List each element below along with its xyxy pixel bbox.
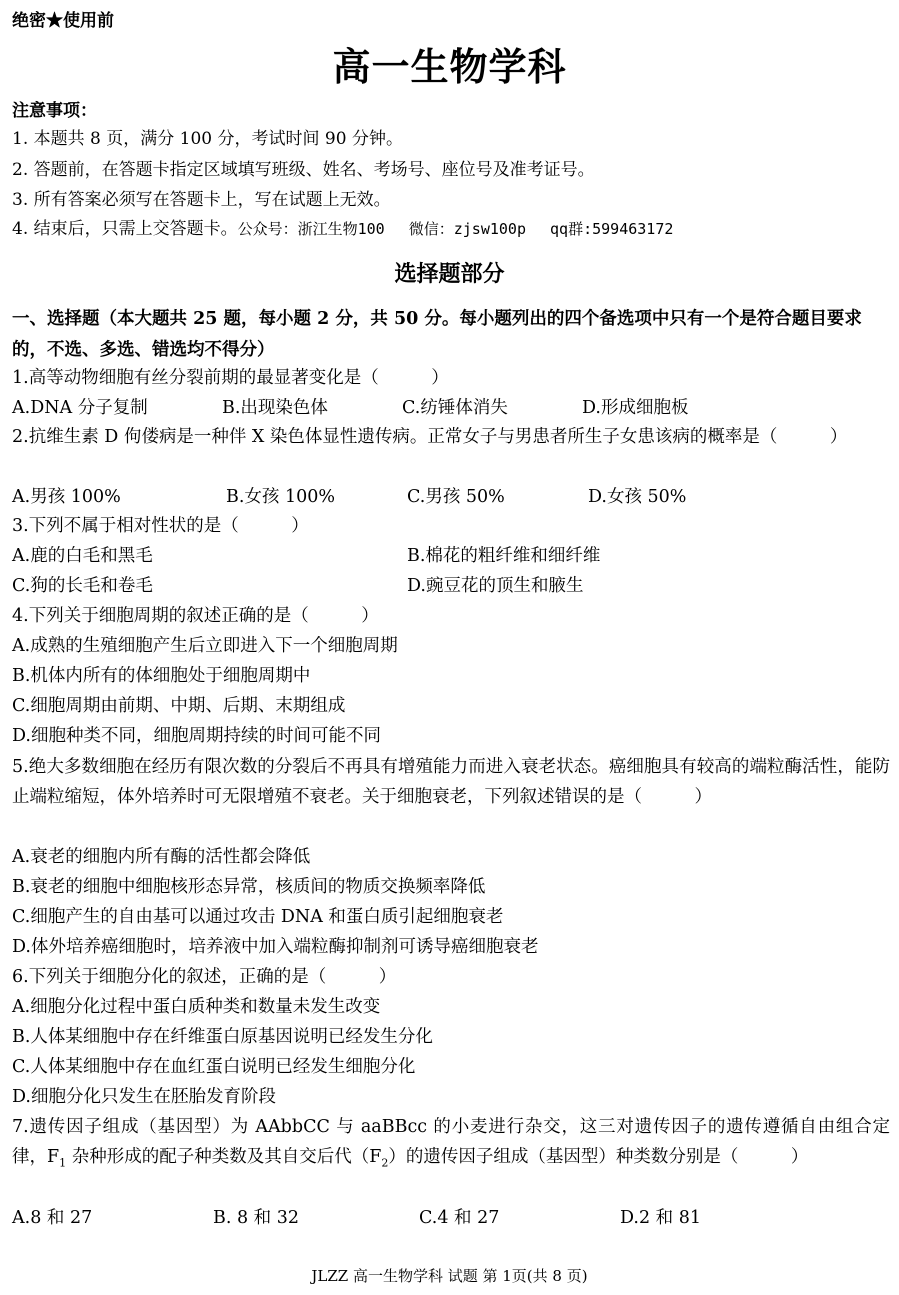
question-stem: 2.抗维生素 D 佝偻病是一种伴 X 染色体显性遗传病。正常女子与男患者所生子女患该病的概率是（ ） bbox=[12, 427, 848, 447]
question-stem: 5.绝大多数细胞在经历有限次数的分裂后不再具有增殖能力而进入衰老状态。癌细胞具有较高的端粒酶活性，能防止端粒缩短，体外培养时可无限增殖不衰老。关于细胞衰老，下列叙述错误的是（ ） bbox=[12, 757, 890, 807]
option: A.8 和 27 bbox=[12, 1208, 93, 1228]
option: C.细胞产生的自由基可以通过攻击 DNA 和蛋白质引起细胞衰老 bbox=[12, 907, 504, 927]
notes-title: 注意事项： bbox=[12, 101, 97, 121]
option: A.细胞分化过程中蛋白质种类和数量未发生改变 bbox=[12, 997, 381, 1017]
note-item: 2. 答题前，在答题卡指定区域填写班级、姓名、考场号、座位号及准考证号。 bbox=[12, 160, 595, 180]
option: B.人体某细胞中存在纤维蛋白原基因说明已经发生分化 bbox=[12, 1027, 433, 1047]
option: B.出现染色体 bbox=[222, 398, 328, 418]
page-footer: JLZZ 高一生物学科 试题 第 1页(共 8 页) bbox=[311, 1267, 588, 1285]
option: D.形成细胞板 bbox=[582, 398, 689, 418]
option: C.纺锤体消失 bbox=[402, 398, 508, 418]
question-stem: 1.高等动物细胞有丝分裂前期的最显著变化是（ ） bbox=[12, 368, 449, 388]
section-title: 选择题部分 bbox=[394, 261, 505, 287]
option: C.细胞周期由前期、中期、后期、末期组成 bbox=[12, 696, 346, 716]
option: D.豌豆花的顶生和腋生 bbox=[407, 576, 584, 596]
option: D.细胞种类不同，细胞周期持续的时间可能不同 bbox=[12, 726, 381, 746]
option: D.细胞分化只发生在胚胎发育阶段 bbox=[12, 1087, 276, 1107]
part-heading: 一、选择题（本大题共 25 题，每小题 2 分，共 50 分。每小题列出的四个备选项中只有一个是符合题目要求的，不选、多选、错选均不得分） bbox=[12, 309, 862, 360]
option: B. 8 和 32 bbox=[213, 1208, 300, 1228]
page-title: 高一生物学科 bbox=[332, 44, 567, 89]
option: A.成熟的生殖细胞产生后立即进入下一个细胞周期 bbox=[12, 636, 398, 656]
option: A.鹿的白毛和黑毛 bbox=[12, 546, 153, 566]
option: D.体外培养癌细胞时，培养液中加入端粒酶抑制剂可诱导癌细胞衰老 bbox=[12, 937, 539, 957]
option: A.DNA 分子复制 bbox=[12, 398, 148, 418]
question-stem: 7.遗传因子组成（基因型）为 AAbbCC 与 aaBBcc 的小麦进行杂交，这三对遗传因子的遗传遵循自由组合定律，$F_1$ 杂种形成的配子种类数及其自交后代$(F_2)$的遗传因子组成（基因型）种类数分别是（ ） bbox=[12, 1117, 890, 1170]
option: C.人体某细胞中存在血红蛋白说明已经发生细胞分化 bbox=[12, 1057, 416, 1077]
note-item bbox=[12, 214, 673, 239]
option: C.狗的长毛和卷毛 bbox=[12, 576, 153, 596]
question-stem: 4.下列关于细胞周期的叙述正确的是（ ） bbox=[12, 606, 379, 626]
option: B.衰老的细胞中细胞核形态异常，核质间的物质交换频率降低 bbox=[12, 877, 486, 897]
note-item-text: 4. 结束后，只需上交答题卡。 bbox=[12, 219, 238, 239]
option: B.女孩 100% bbox=[226, 487, 336, 507]
note-item: 3. 所有答案必须写在答题卡上，写在试题上无效。 bbox=[12, 190, 391, 210]
question-stem: 3.下列不属于相对性状的是（ ） bbox=[12, 516, 309, 536]
option: D.女孩 50% bbox=[588, 487, 687, 507]
option: C.男孩 50% bbox=[407, 487, 505, 507]
contact-info: 公众号：浙江生物100 微信：zjsw100p qq群:599463172 bbox=[237, 220, 674, 238]
question-stem: 6.下列关于细胞分化的叙述，正确的是（ ） bbox=[12, 967, 397, 987]
option: A.衰老的细胞内所有酶的活性都会降低 bbox=[12, 847, 311, 867]
confidential-label: 绝密★使用前 bbox=[12, 11, 114, 31]
option: B.棉花的粗纤维和细纤维 bbox=[407, 546, 601, 566]
option: A.男孩 100% bbox=[12, 487, 121, 507]
note-item: 1. 本题共 8 页，满分 100 分，考试时间 90 分钟。 bbox=[12, 129, 403, 149]
option: D.2 和 81 bbox=[620, 1208, 701, 1228]
option: C.4 和 27 bbox=[419, 1208, 500, 1228]
option: B.机体内所有的体细胞处于细胞周期中 bbox=[12, 666, 311, 686]
